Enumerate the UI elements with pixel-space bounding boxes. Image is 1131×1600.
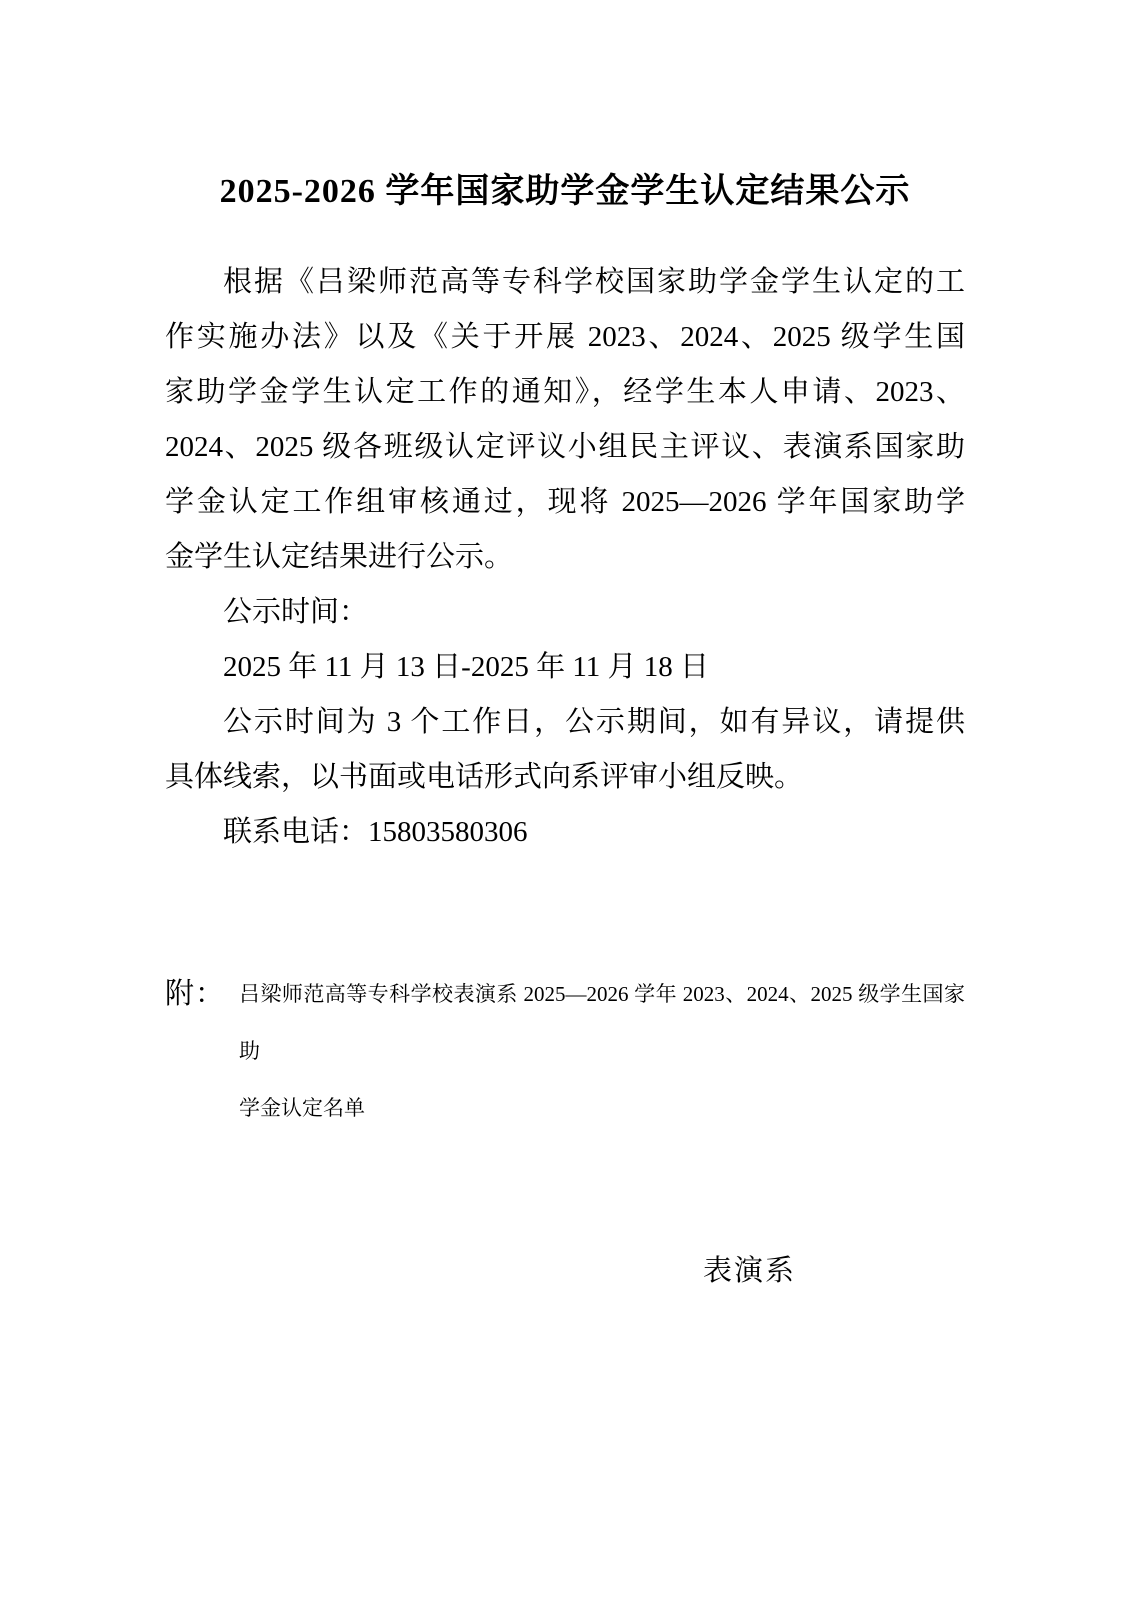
document-body [165,255,965,860]
text-line: 作实施办法》以及《关于开展 2023、2024、2025 级学生国 [165,321,965,353]
intro-paragraph [165,255,965,585]
publicity-time-label: 公示时间： [223,596,369,628]
text-line: 2024、2025 级各班级认定评议小组民主评议、表演系国家助 [165,431,965,463]
signature-department: 表演系 [703,1255,797,1287]
attachment-label: 附： [165,978,226,1010]
text-line: 具体线索，以书面或电话形式向系评审小组反映。 [165,761,804,793]
text-line: 根据《吕梁师范高等专科学校国家助学金学生认定的工 [223,266,965,298]
text-line: 学金认定工作组审核通过，现将 2025—2026 学年国家助学 [165,486,965,518]
attachment-note [165,966,965,1137]
contact-phone: 联系电话：15803580306 [223,816,528,848]
text-line: 吕梁师范高等专科学校表演系 2025—2026 学年 2023、2024、2025 级学生国家助 [239,982,965,1063]
text-line: 公示时间为 3 个工作日，公示期间，如有异议，请提供 [223,706,965,738]
document-title: 2025-2026 学年国家助学金学生认定结果公示 [219,173,911,210]
text-line: 金学生认定结果进行公示。 [165,541,514,573]
objection-paragraph [165,695,965,805]
text-line: 学金认定名单 [239,1096,366,1120]
publicity-date-range: 2025 年 11 月 13 日-2025 年 11 月 18 日 [223,651,710,683]
text-line: 家助学金学生认定工作的通知》，经学生本人申请、2023、 [165,376,965,408]
attachment-text [239,966,965,1137]
